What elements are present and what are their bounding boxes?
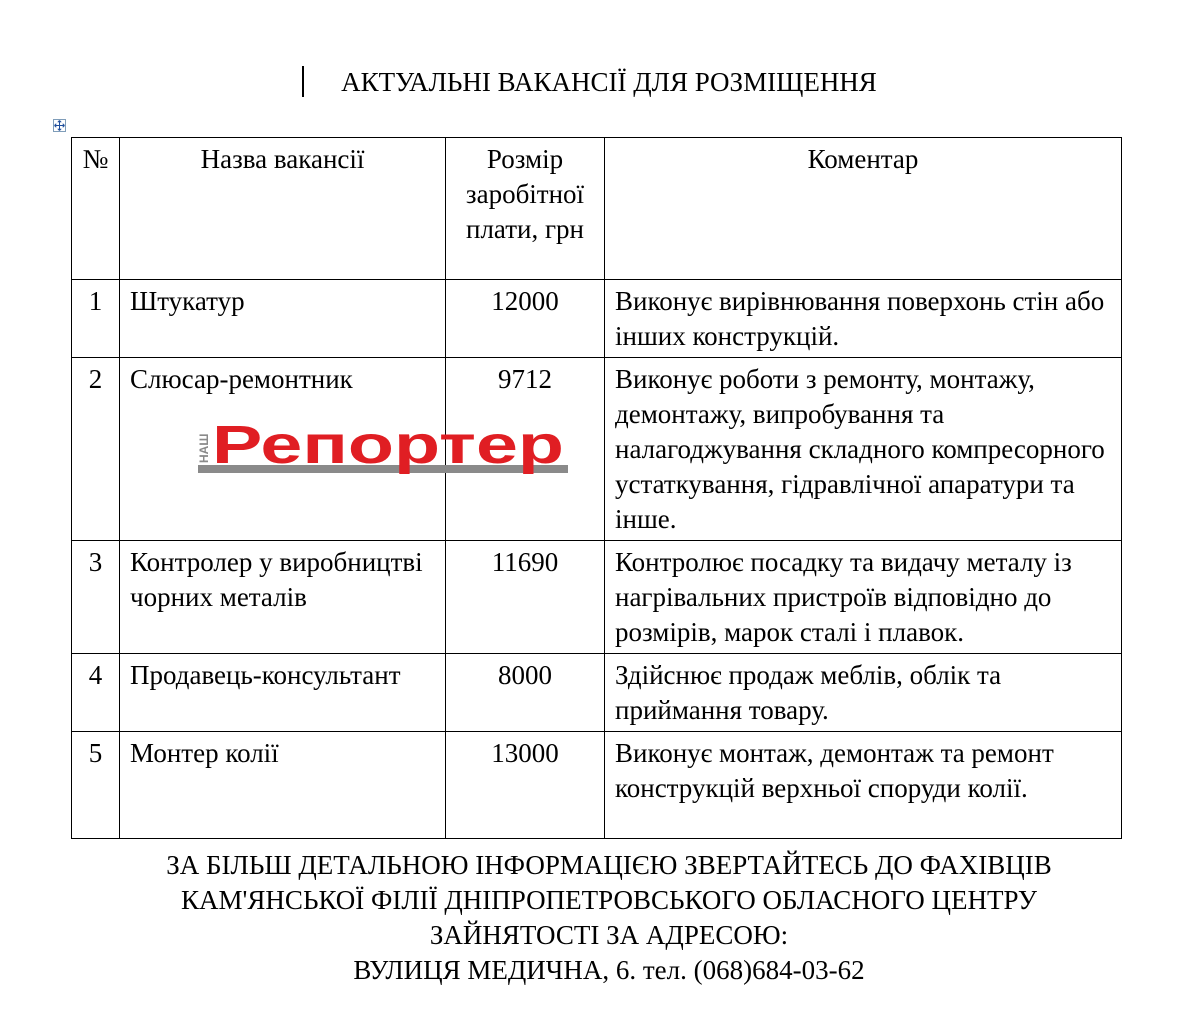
header-num: №: [72, 138, 120, 280]
row-salary: 12000: [446, 280, 605, 358]
row-salary: 13000: [446, 732, 605, 839]
header-name: Назва вакансії: [120, 138, 446, 280]
text-cursor: [302, 66, 304, 97]
watermark-logo: [196, 413, 570, 477]
vacancies-table: [71, 137, 1122, 839]
footer-line: КАМ'ЯНСЬКОЇ ФІЛІЇ ДНІПРОПЕТРОВСЬКОГО ОБЛАСНОГО ЦЕНТРУ: [181, 885, 1037, 915]
row-name: Слюсар-ремонтник: [120, 358, 446, 541]
row-num: 4: [72, 654, 120, 732]
table-row: [72, 654, 1122, 732]
watermark-small-text: НАШ: [197, 433, 211, 463]
row-salary: 11690: [446, 541, 605, 654]
row-num: 1: [72, 280, 120, 358]
row-name: Монтер колії: [120, 732, 446, 839]
table-row: [72, 280, 1122, 358]
row-salary: 8000: [446, 654, 605, 732]
row-name: Контролер у виробництві чорних металів: [120, 541, 446, 654]
row-name: Продавець-консультант: [120, 654, 446, 732]
row-comment: Виконує роботи з ремонту, монтажу, демонтажу, випробування та налагоджування складного компресорного устаткування, гідравлічної апаратури та інше.: [605, 358, 1122, 541]
row-num: 5: [72, 732, 120, 839]
row-num: 2: [72, 358, 120, 541]
row-salary: 9712: [446, 358, 605, 541]
table-move-handle-icon[interactable]: [53, 119, 66, 132]
footer-line: ЗАЙНЯТОСТІ ЗА АДРЕСОЮ:: [429, 920, 789, 950]
footer-line: ВУЛИЦЯ МЕДИЧНА, 6. тел. (068)684-03-62: [353, 955, 865, 985]
document-title: АКТУАЛЬНІ ВАКАНСІЇ ДЛЯ РОЗМІЩЕННЯ: [341, 67, 877, 97]
row-name: Штукатур: [120, 280, 446, 358]
row-num: 3: [72, 541, 120, 654]
table-row: [72, 541, 1122, 654]
header-comment: Коментар: [605, 138, 1122, 280]
table-header-row: [72, 138, 1122, 280]
row-comment: Контролює посадку та видачу металу із нагрівальних пристроїв відповідно до розмірів, марок сталі і плавок.: [605, 541, 1122, 654]
row-comment: Здійснює продаж меблів, облік та приймання товару.: [605, 654, 1122, 732]
table-row: [72, 732, 1122, 839]
footer-contact-info: [0, 848, 1200, 988]
header-salary: Розмір заробітної плати, грн: [446, 138, 605, 280]
watermark-big-text: Репортер: [212, 415, 564, 475]
row-comment: Виконує монтаж, демонтаж та ремонт конструкцій верхньої споруди колії.: [605, 732, 1122, 839]
footer-line: ЗА БІЛЬШ ДЕТАЛЬНОЮ ІНФОРМАЦІЄЮ ЗВЕРТАЙТЕСЬ ДО ФАХІВЦІВ: [166, 850, 1052, 880]
row-comment: Виконує вирівнювання поверхонь стін або інших конструкцій.: [605, 280, 1122, 358]
